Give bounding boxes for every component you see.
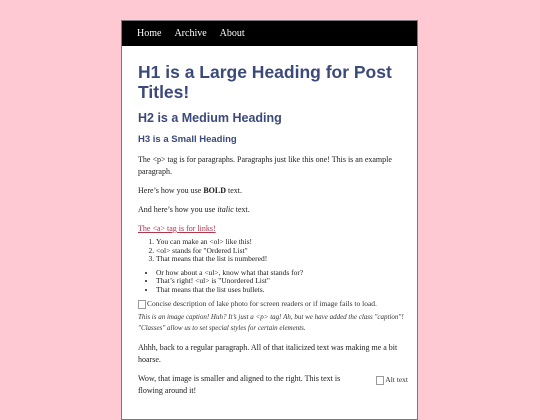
top-nav <box>122 21 417 46</box>
nav-home-link[interactable]: Home <box>137 28 162 39</box>
heading-h3: H3 is a Small Heading <box>138 134 237 145</box>
page-container <box>121 20 418 420</box>
floated-image-alt-text: Alt text <box>385 375 408 384</box>
unordered-list-item: • That means that the list uses bullets. <box>156 286 408 295</box>
nav-archive-link[interactable]: Archive <box>174 28 207 39</box>
ordered-list-item: 3. That means that the list is numbered! <box>156 255 408 264</box>
paragraph-intro: The <p> tag is for paragraphs. Paragraphs just like this one! This is an example paragraph. <box>138 155 392 176</box>
paragraph-back: Ahhh, back to a regular paragraph. All of that italicized text was making me a bit hoarse. <box>138 343 398 364</box>
bold-word: BOLD <box>203 186 226 195</box>
paragraph-link <box>138 223 408 235</box>
unordered-list <box>138 269 408 295</box>
unordered-list-item: • That’s right! <ul> is "Unordered List" <box>156 277 408 286</box>
lake-photo-alt-text: Concise description of lake photo for screen readers or if image fails to load. <box>147 299 377 308</box>
italic-suffix: text. <box>233 205 250 214</box>
ordered-list-item: 1. You can make an <ol> like this! <box>156 238 408 247</box>
broken-image-icon <box>138 300 146 309</box>
image-caption: This is an image caption! Huh? It’s just a <p> tag! Ah, but we have added the class "caption"! "Classes" allow us to set special styles for certain elements. <box>138 313 404 332</box>
broken-image-icon <box>376 376 384 385</box>
italic-word: italic <box>217 205 234 214</box>
floated-image-broken <box>376 375 408 385</box>
ordered-list-item: 2. <ol> stands for "Ordered List" <box>156 247 408 256</box>
nav-about-link[interactable]: About <box>219 28 245 39</box>
bold-prefix: Here’s how you use <box>138 186 204 195</box>
lake-photo-broken-image <box>138 299 408 309</box>
post-content <box>138 57 408 404</box>
paragraph-bold <box>138 185 408 197</box>
unordered-list-item: • Or how about a <ul>, know what that stands for? <box>156 269 408 278</box>
italic-prefix: And here’s how you use <box>138 205 218 214</box>
ordered-list <box>138 238 408 264</box>
post-title-h1: H1 is a Large Heading for Post Titles! <box>138 62 392 102</box>
bold-suffix: text. <box>226 186 242 195</box>
heading-h2: H2 is a Medium Heading <box>138 111 282 125</box>
content-link[interactable]: The <a> tag is for links! <box>138 224 216 233</box>
paragraph-italic <box>138 204 408 216</box>
paragraph-float: Wow, that image is smaller and aligned to the right. This text is flowing around it! <box>138 374 341 395</box>
